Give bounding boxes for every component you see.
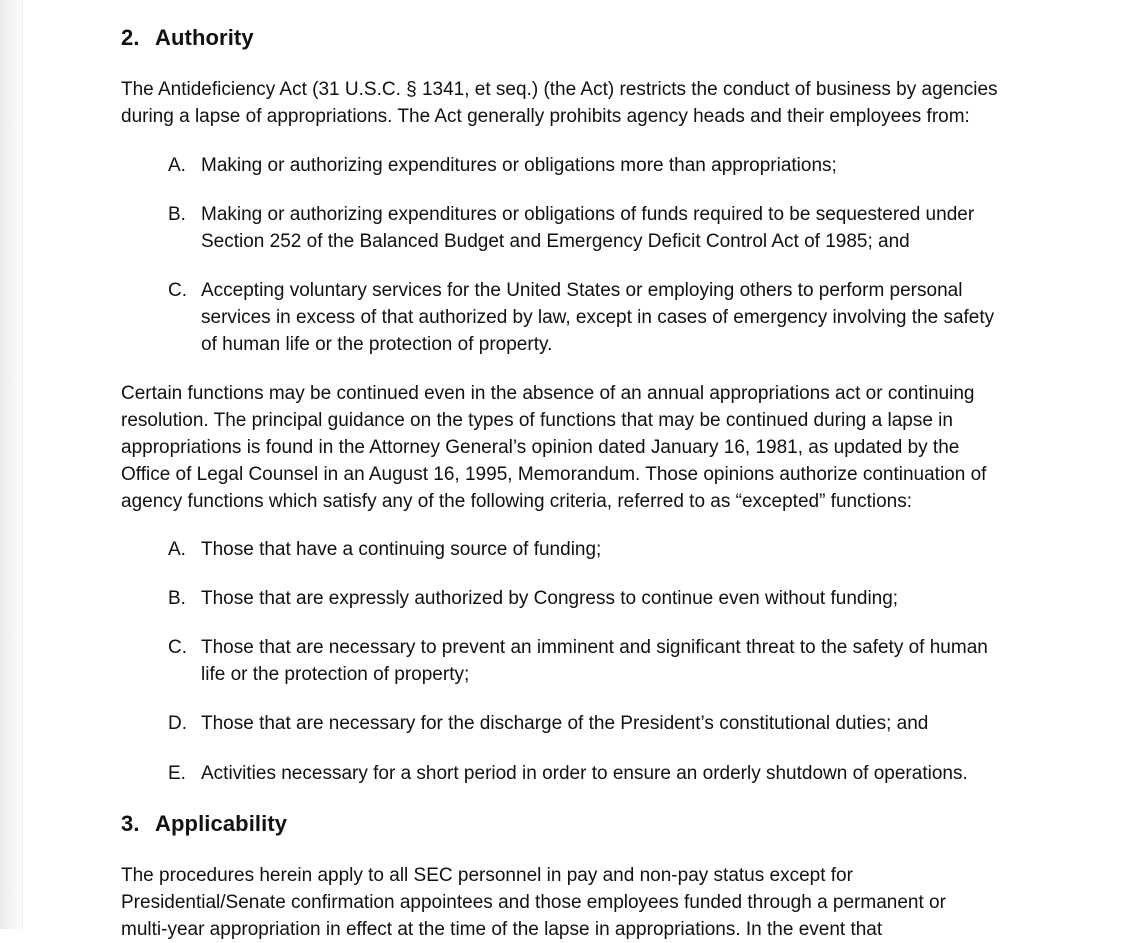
section-title: Applicability [155, 811, 288, 836]
list-item-line: of human life or the protection of property. [201, 334, 553, 355]
paragraph-line: resolution. The principal guidance on the types of functions that may be continued during a lapse in [121, 410, 953, 431]
list-letter: B. [168, 204, 186, 225]
paragraph-line: Presidential/Senate confirmation appointees and those employees funded through a permanent or [121, 892, 946, 913]
list-letter: A. [168, 539, 186, 560]
authority-intro-paragraph [121, 76, 1051, 130]
list-item-line: Those that have a continuing source of funding; [201, 539, 602, 560]
list-item-line: Those that are necessary for the discharge of the President’s constitutional duties; and [201, 713, 929, 734]
list-letter: C. [168, 280, 187, 301]
paragraph-line: The procedures herein apply to all SEC personnel in pay and non-pay status except for [121, 865, 853, 886]
list-item-line: Those that are necessary to prevent an imminent and significant threat to the safety of human [201, 637, 988, 658]
paragraph-line: Office of Legal Counsel in an August 16, 1995, Memorandum. Those opinions authorize continuation of [121, 464, 987, 485]
section-title: Authority [155, 25, 254, 50]
paragraph-line: during a lapse of appropriations. The Act generally prohibits agency heads and their employees from: [121, 106, 970, 127]
list-item-line: Accepting voluntary services for the United States or employing others to perform personal [201, 280, 963, 301]
list-item-line: Activities necessary for a short period in order to ensure an orderly shutdown of operations. [201, 763, 968, 784]
section-3-heading [121, 811, 287, 837]
excepted-functions-paragraph [121, 380, 1051, 515]
list-letter: E. [168, 763, 186, 784]
section-number: 3. [121, 811, 140, 836]
list-item-line: Those that are expressly authorized by Congress to continue even without funding; [201, 588, 899, 609]
list-item-line: Section 252 of the Balanced Budget and Emergency Deficit Control Act of 1985; and [201, 231, 910, 252]
list-item-line: life or the protection of property; [201, 664, 470, 685]
list-letter: B. [168, 588, 186, 609]
list-item-line: Making or authorizing expenditures or obligations more than appropriations; [201, 155, 837, 176]
viewer-left-edge [0, 0, 23, 929]
paragraph-line: multi-year appropriation in effect at the time of the lapse in appropriations. In the event that [121, 919, 883, 940]
section-2-heading [121, 25, 254, 51]
paragraph-line: appropriations is found in the Attorney General’s opinion dated January 16, 1981, as updated by the [121, 437, 960, 458]
paragraph-line: agency functions which satisfy any of the following criteria, referred to as “excepted” functions: [121, 491, 913, 512]
paragraph-line: The Antideficiency Act (31 U.S.C. § 1341, et seq.) (the Act) restricts the conduct of business by agencies [121, 79, 998, 100]
applicability-paragraph [121, 862, 1051, 943]
list-item-line: Making or authorizing expenditures or obligations of funds required to be sequestered under [201, 204, 975, 225]
paragraph-line: Certain functions may be continued even in the absence of an annual appropriations act or continuing [121, 383, 975, 404]
list-letter: D. [168, 713, 187, 734]
section-number: 2. [121, 25, 140, 50]
list-letter: C. [168, 637, 187, 658]
list-item-line: services in excess of that authorized by law, except in cases of emergency involving the safety [201, 307, 995, 328]
list-letter: A. [168, 155, 186, 176]
